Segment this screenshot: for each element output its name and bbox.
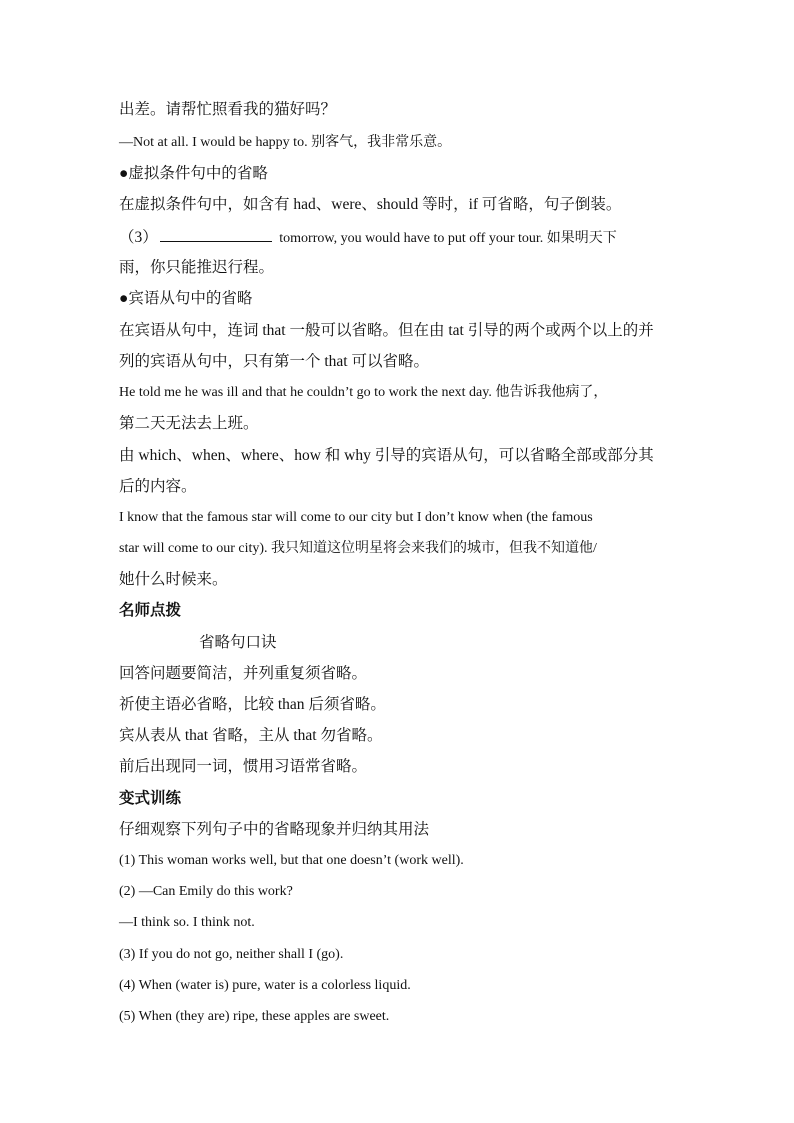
instruction-line: 仔细观察下列句子中的省略现象并归纳其用法 (119, 821, 430, 838)
text-line: I know that the famous star will come to our city but I don’t know when (the famous (119, 510, 593, 525)
section-title: 名师点拨 (119, 602, 182, 619)
rhyme-title: 省略句口诀 (199, 634, 277, 651)
example-sentence: (2) —Can Emily do this work? (119, 884, 293, 899)
text-line: 出差。请帮忙照看我的猫好吗？ (119, 101, 337, 118)
text-line: star will come to our city). 我只知道这位明星将会来我们的城市，但我不知道他/ (119, 541, 597, 556)
exercise-text: tomorrow, you would have to put off your tour. 如果明天下 (275, 231, 617, 246)
text-line: 第二天无法去上班。 (119, 415, 259, 432)
rhyme-line: 回答问题要简洁，并列重复须省略。 (119, 665, 368, 682)
text-line: 后的内容。 (119, 478, 197, 495)
example-sentence: (4) When (water is) pure, water is a colorless liquid. (119, 978, 411, 993)
example-sentence: (1) This woman works well, but that one doesn’t (work well). (119, 853, 464, 868)
text-line: He told me he was ill and that he couldn’t go to work the next day. 他告诉我他病了， (119, 385, 608, 400)
example-sentence: (5) When (they are) ripe, these apples are sweet. (119, 1009, 390, 1024)
text-line: 在宾语从句中，连词 that 一般可以省略。但在由 tat 引导的两个或两个以上的并 (119, 322, 654, 339)
section-heading: ●虚拟条件句中的省略 (119, 165, 268, 182)
text-line: 由 which、when、where、how 和 why 引导的宾语从句，可以省略全部或部分其 (119, 447, 654, 464)
exercise-line (119, 226, 617, 250)
text-line: —Not at all. I would be happy to. 别客气，我非常乐意。 (119, 135, 452, 150)
rhyme-line: 祈使主语必省略，比较 than 后须省略。 (119, 696, 386, 713)
exercise-number: （3） (119, 229, 158, 246)
example-sentence: (3) If you do not go, neither shall I (go). (119, 947, 344, 962)
section-title: 变式训练 (119, 790, 182, 807)
example-sentence: —I think so. I think not. (119, 915, 255, 930)
rhyme-line: 前后出现同一词，惯用习语常省略。 (119, 758, 368, 775)
section-heading: ●宾语从句中的省略 (119, 290, 253, 307)
text-line: 她什么时候来。 (119, 571, 228, 588)
text-line: 列的宾语从句中，只有第一个 that 可以省略。 (119, 353, 429, 370)
rhyme-line: 宾从表从 that 省略，主从 that 勿省略。 (119, 727, 383, 744)
text-line: 雨，你只能推迟行程。 (119, 259, 275, 276)
text-line: 在虚拟条件句中，如含有 had、were、should 等时，if 可省略，句子倒装。 (119, 196, 622, 213)
answer-blank[interactable] (160, 226, 272, 242)
